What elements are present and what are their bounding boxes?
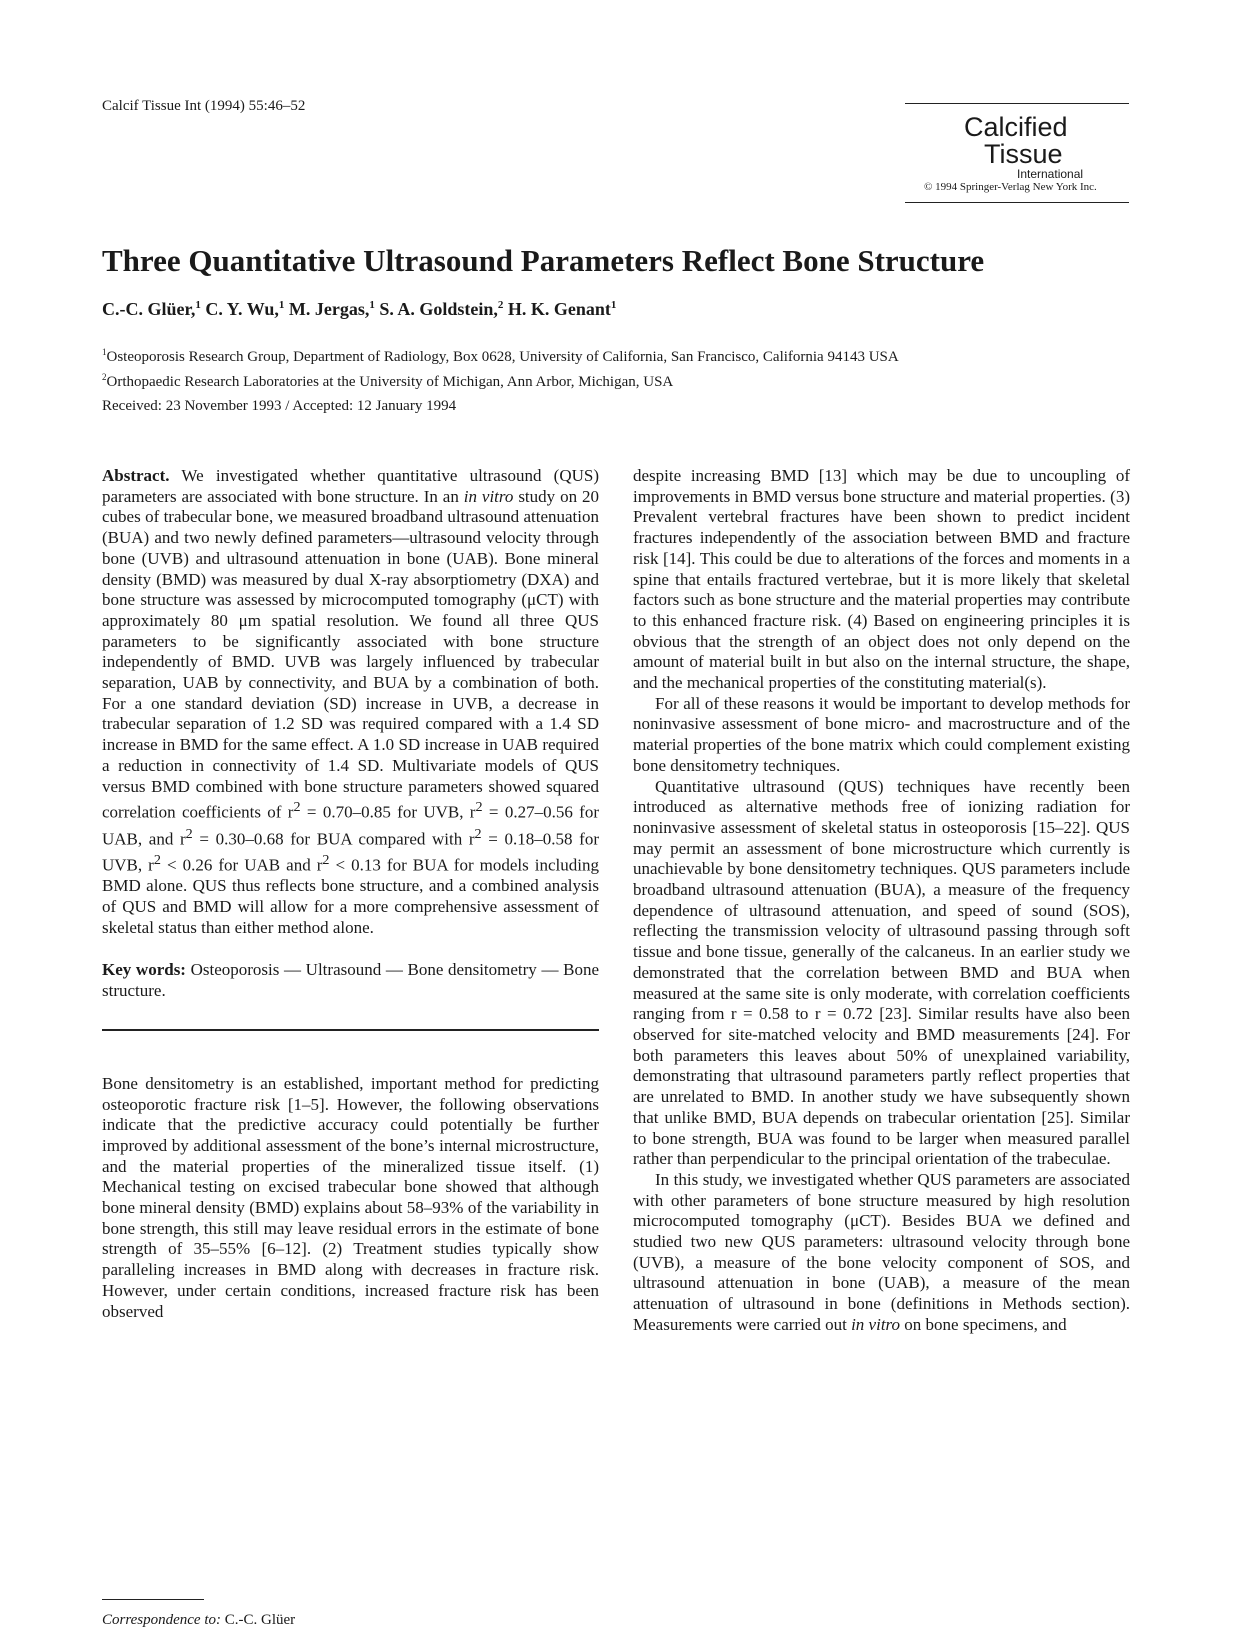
abstract-text: We investigated whether quantitative ultrasound (QUS) parameters are associated with bone structure. In an — [102, 466, 599, 506]
correspondence-name: C.-C. Glüer — [224, 1612, 296, 1628]
squared-mark: 2 — [475, 799, 483, 816]
brand-title-line1: Calcified — [964, 112, 1068, 142]
right-column — [633, 466, 1130, 1336]
abstract-text: study on 20 cubes of trabecular bone, we measured broadband ultrasound attenuation (BUA) and two newly defined parameters—ultrasound velocity through bone (UVB) and ultrasound attenuation in bone (UAB). Bone mineral density (BMD) was measured by dual X-ray absorptiometry (DXA) and bone structure was assessed by microcomputed tomography (μCT) with approximately 80 μm spatial resolution. We found all three QUS parameters to be significantly associated with bone structure independently of BMD. UVB was largely influenced by trabecular separation, UAB by connectivity, and BUA by a combination of both. For a one standard deviation (SD) increase in UVB, a decrease in trabecular separation of 1.2 SD was required compared with a 1.4 SD increase in BMD for the same effect. A 1.0 SD increase in UAB required a reduction in connectivity of 1.4 SD. Multivariate models of QUS versus BMD combined with bone structure parameters showed squared correlation coefficients of r — [102, 486, 599, 822]
correspondence-footnote — [102, 1612, 295, 1629]
keywords-text: Osteoporosis — Ultrasound — Bone densitometry — Bone structure. — [102, 960, 599, 1001]
brand-title-line2: Tissue — [984, 139, 1063, 169]
journal-brand-block — [905, 103, 1129, 203]
author-affiliation-mark: 1 — [278, 299, 285, 311]
brand-copyright: © 1994 Springer-Verlag New York Inc. — [924, 181, 1097, 193]
author-name: C.-C. Glüer, — [102, 299, 196, 319]
abstract-text: = 0.18–0.58 for UVB, r — [102, 829, 599, 875]
affiliation-mark: 1 — [102, 347, 107, 357]
abstract-label: Abstract. — [102, 466, 170, 485]
abstract-text: < 0.26 for UAB and r — [160, 855, 323, 875]
abstract — [102, 466, 599, 938]
affiliation-list — [102, 342, 899, 392]
abstract-text: = 0.70–0.85 for UVB, r — [300, 802, 476, 822]
author-list — [102, 299, 616, 320]
body-paragraph — [633, 1170, 1130, 1336]
author-name: C. Y. Wu, — [205, 299, 279, 319]
author-affiliation-mark: 1 — [369, 299, 375, 311]
correspondence-label: Correspondence to: — [102, 1612, 222, 1628]
article-title: Three Quantitative Ultrasound Parameters Reflect Bone Structure — [102, 243, 985, 278]
abstract-text: = 0.27–0.56 for UAB, and r — [102, 802, 599, 849]
author-affiliation-mark: 1 — [610, 299, 617, 311]
intro-paragraph: Bone densitometry is an established, important method for predicting osteoporotic fracture risk [1–5]. However, the following observations indicate that the predictive accuracy could potentially be further improved by additional assessment of the bone’s internal microstructure, and the material properties of the mineralized tissue itself. (1) Mechanical testing on excised trabecular bone showed that although bone mineral density (BMD) explains about 58–93% of the variability in bone strength, this still may leave residual errors in the estimate of bone strength of 35–55% [6–12]. (2) Treatment studies typically show paralleling increases in BMD along with decreases in fracture risk. However, under certain conditions, increased fracture risk has been observed — [102, 1073, 599, 1321]
body-text: on bone specimens, and — [900, 1314, 1067, 1334]
author-affiliation-mark: 2 — [497, 299, 504, 311]
abstract-italic: in vitro — [463, 486, 514, 506]
keywords — [102, 960, 599, 1001]
author-name: M. Jergas, — [288, 299, 370, 319]
squared-mark: 2 — [185, 825, 193, 842]
abstract-text: = 0.30–0.68 for BUA compared with r — [192, 829, 475, 849]
squared-mark: 2 — [474, 825, 482, 842]
abstract-divider — [102, 1029, 599, 1031]
left-column — [102, 466, 599, 1322]
received-dates: Received: 23 November 1993 / Accepted: 12 January 1994 — [102, 398, 457, 414]
squared-mark: 2 — [293, 799, 301, 816]
squared-mark: 2 — [322, 851, 330, 868]
body-paragraph: Quantitative ultrasound (QUS) techniques have recently been introduced as alternative methods free of ionizing radiation for noninvasive assessment of skeletal status in osteoporosis [15–22]. QUS may permit an assessment of bone microstructure which currently is unachievable by bone densitometry techniques. QUS parameters include broadband ultrasound attenuation (BUA), a measure of the frequency dependence of ultrasound attenuation, and speed of sound (SOS), reflecting the transmission velocity of ultrasound passing through soft tissue and bone tissue, generally of the calcaneus. In an earlier study we demonstrated that the correlation between BMD and BUA when measured at the same site is only moderate, with correlation coefficients ranging from r = 0.58 to r = 0.72 [23]. Similar results have also been observed for site-matched velocity and BMD measurements [24]. For both parameters this leaves about 50% of unexplained variability, demonstrating that ultrasound parameters partly reflect properties that are unrelated to BMD. In another study we have subsequently shown that unlike BMD, BUA depends on trabecular orientation [25]. Similar to bone strength, BUA was found to be larger when measured parallel rather than perpendicular to the principal orientation of the trabeculae. — [633, 776, 1130, 1169]
author-name: H. K. Genant — [507, 299, 611, 319]
abstract-text: < 0.13 for BUA for models including BMD alone. QUS thus reflects bone structure, and a combined analysis of QUS and BMD will allow for a more comprehensive assessment of skeletal status than either method alone. — [102, 855, 599, 937]
author-affiliation-mark: 1 — [195, 299, 201, 311]
keywords-label: Key words: — [102, 960, 186, 980]
brand-title-line3: International — [1017, 167, 1084, 181]
author-name: S. A. Goldstein, — [379, 299, 498, 319]
footnote-rule — [102, 1599, 204, 1600]
body-paragraph: despite increasing BMD [13] which may be due to uncoupling of improvements in BMD versus bone structure and material properties. (3) Prevalent vertebral fractures have been shown to predict incident fractures independently of the association between BMD and fracture risk [14]. This could be due to alterations of the forces and moments in a spine that entails fractured vertebrae, but it is more likely that skeletal factors such as bone structure and the material properties may contribute to this enhanced fracture risk. (4) Based on engineering principles it is obvious that the strength of an object does not only depend on the amount of material built in but also on the internal structure, the shape, and the mechanical properties of the constituting material(s). — [633, 466, 1130, 693]
body-italic: in vitro — [851, 1314, 901, 1334]
affiliation — [102, 367, 899, 392]
affiliation-text: Orthopaedic Research Laboratories at the University of Michigan, Ann Arbor, Michigan, USA — [106, 374, 674, 390]
brand-bottom-rule — [905, 202, 1129, 203]
body-text: In this study, we investigated whether QUS parameters are associated with other parameters of bone structure measured by high resolution microcomputed tomography (μCT). Besides BUA we defined and studied two new QUS parameters: ultrasound velocity through bone (UVB), a measure of the bone velocity component of SOS, and ultrasound attenuation in bone (UAB), a measure of the mean attenuation of ultrasound in bone (definitions in Methods section). Measurements were carried out — [633, 1169, 1130, 1334]
affiliation-text: Osteoporosis Research Group, Department of Radiology, Box 0628, University of California, San Francisco, California 94143 USA — [106, 349, 899, 365]
brand-top-rule — [905, 103, 1129, 104]
affiliation — [102, 342, 899, 367]
squared-mark: 2 — [153, 851, 161, 868]
journal-reference: Calcif Tissue Int (1994) 55:46–52 — [102, 98, 306, 114]
body-paragraph: For all of these reasons it would be important to develop methods for noninvasive assessment of bone micro- and macrostructure and of the material properties of the bone matrix which could complement existing bone densitometry techniques. — [633, 693, 1130, 775]
affiliation-mark: 2 — [102, 372, 107, 382]
